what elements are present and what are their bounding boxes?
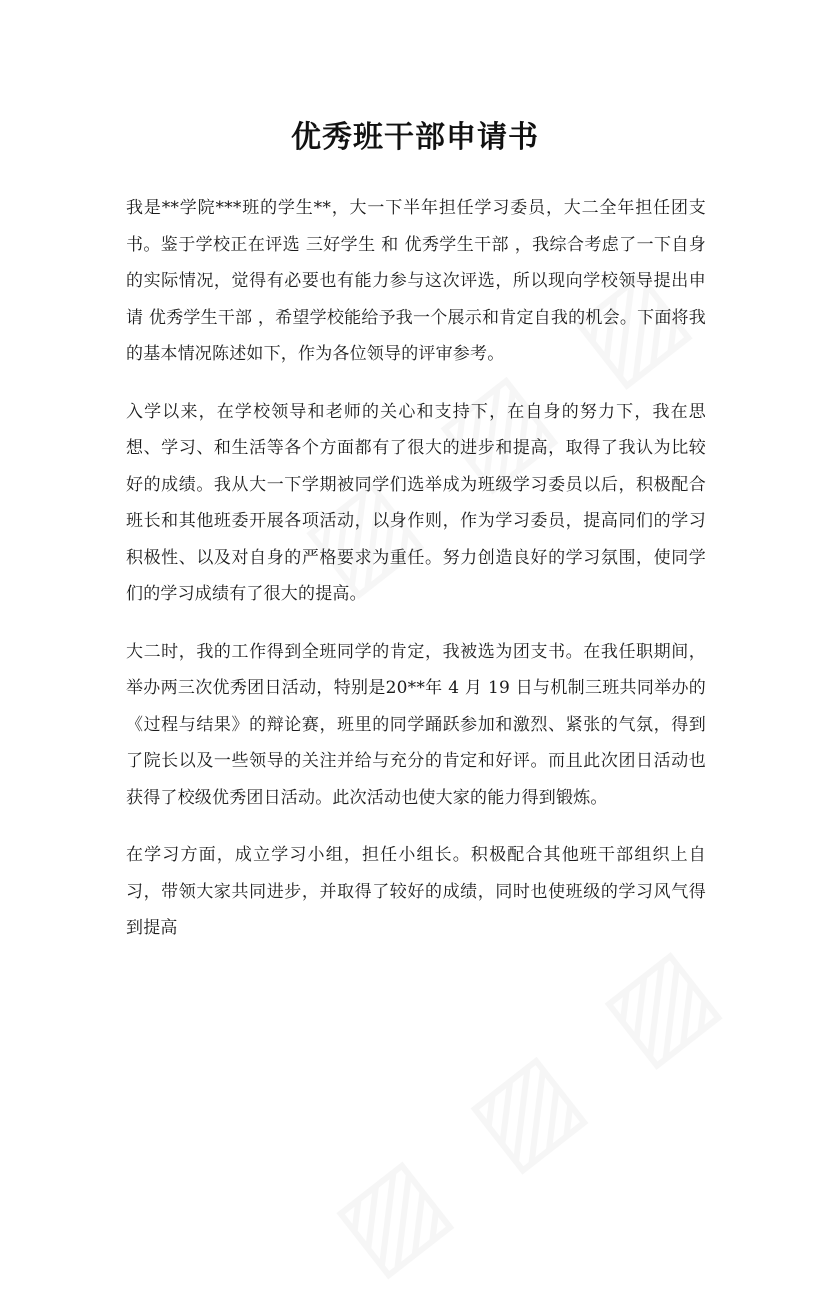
paragraph: 大二时，我的工作得到全班同学的肯定，我被选为团支书。在我任职期间，举办两三次优秀团日活动，特别是20**年 4 月 19 日与机制三班共同举办的《过程与结果》的辩论赛，班里的同学踊跃参加和激烈、紧张的气氛，得到了院长以及一些领导的关注并给与充分的肯定和好评。而且此次团日活动也获得了校级优秀团日活动。此次活动也使大家的能力得到锻炼。	[126, 641, 706, 808]
watermark-graphic	[309, 912, 749, 1295]
paragraph: 在学习方面，成立学习小组，担任小组长。积极配合其他班干部组织上自习，带领大家共同进步，并取得了较好的成绩，同时也使班级的学习风气得到提高	[126, 845, 706, 938]
paragraph: 我是**学院***班的学生**，大一下半年担任学习委员，大二全年担任团支书。鉴于学校正在评选 三好学生 和 优秀学生干部 ，我综合考虑了一下自身的实际情况，觉得有必要也有能力参与这次评选，所以现向学校领导提出申请 优秀学生干部 ，希望学校能给予我一个展示和肯定自我的机会。下面将我的基本情况陈述如下，作为各位领导的评审参考。	[126, 198, 706, 364]
paragraph: 入学以来，在学校领导和老师的关心和支持下，在自身的努力下，我在思想、学习、和生活等各个方面都有了很大的进步和提高，取得了我认为比较好的成绩。我从大一下学期被同学们选举成为班级学习委员以后，积极配合班长和其他班委开展各项活动，以身作则，作为学习委员，提高同们的学习积极性、以及对自身的严格要求为重任。努力创造良好的学习氛围，使同学们的学习成绩有了很大的提高。	[126, 401, 706, 604]
document-title: 优秀班干部申请书	[291, 120, 539, 155]
document-body	[126, 190, 706, 968]
